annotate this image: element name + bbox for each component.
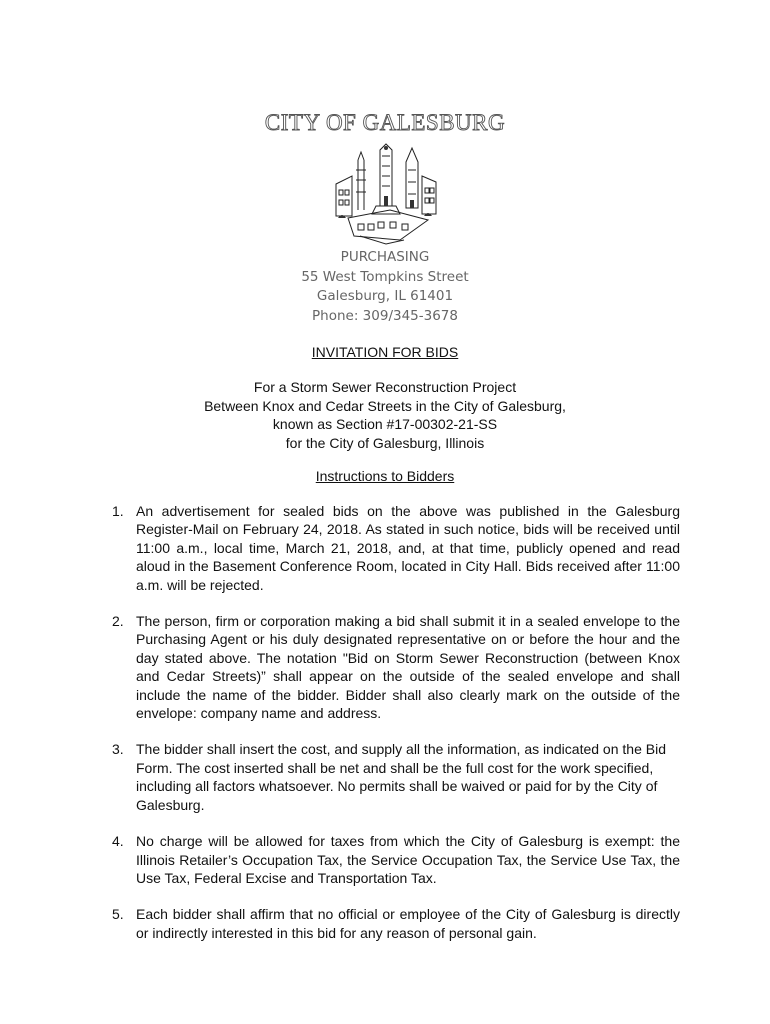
instructions-list bbox=[112, 502, 680, 942]
item-text: No charge will be allowed for taxes from which the City of Galesburg is exempt: the Illinois Retailer’s Occupation Tax, the Service Occupation Tax, the Service Use Tax, the Use Tax, Federal Excise and Transportation Tax. bbox=[136, 833, 680, 886]
phone-number: Phone: 309/345-3678 bbox=[312, 307, 458, 324]
subtitle-line: For a Storm Sewer Reconstruction Project bbox=[253, 379, 517, 395]
item-number: 3. bbox=[112, 741, 124, 758]
item-number: 5. bbox=[112, 906, 124, 923]
project-description bbox=[0, 378, 770, 452]
subtitle-line: known as Section #17-00302-21-SS bbox=[272, 416, 498, 432]
subtitle-line: for the City of Galesburg, Illinois bbox=[285, 434, 485, 451]
item-text: The person, firm or corporation making a bid shall submit it in a sealed envelope to the Purchasing Agent or his duly designated representative on or before the hour and the day stated above. The notation "Bid on Storm Sewer Reconstruction (between Knox and Cedar Streets)” shall appear on the outside of the sealed envelope and shall include the name of the bidder. Bidder shall also clearly mark on the outside of the envelope: company name and address. bbox=[136, 613, 680, 722]
list-item bbox=[112, 740, 680, 814]
department-name: PURCHASING bbox=[340, 249, 430, 265]
subtitle-line: Between Knox and Cedar Streets in the City of Galesburg, bbox=[204, 397, 566, 414]
section-heading-wrap bbox=[0, 468, 770, 484]
street-address: 55 West Tompkins Street bbox=[301, 268, 469, 285]
item-text: Each bidder shall affirm that no official or employee of the City of Galesburg is directly or indirectly interested in this bid for any reason of personal gain. bbox=[136, 906, 680, 941]
item-number: 2. bbox=[112, 613, 124, 630]
document-title: INVITATION FOR BIDS bbox=[311, 344, 459, 360]
document-title-wrap bbox=[0, 344, 770, 360]
list-item bbox=[112, 905, 680, 942]
item-number: 4. bbox=[112, 833, 124, 850]
item-number: 1. bbox=[112, 503, 124, 519]
city-title: CITY OF GALESBURG bbox=[264, 110, 506, 135]
purchasing-address-block bbox=[0, 248, 770, 326]
section-heading: Instructions to Bidders bbox=[315, 468, 455, 484]
city-state-zip: Galesburg, IL 61401 bbox=[316, 288, 454, 304]
city-skyline-logo-icon bbox=[330, 140, 442, 248]
list-item bbox=[112, 502, 680, 594]
item-text: An advertisement for sealed bids on the above was published in the Galesburg Register-Mail on February 24, 2018. As stated in such notice, bids will be received until 11:00 a.m., local time, March 21, 2018, and, at that time, publicly opened and read aloud in the Basement Conference Room, located in City Hall. Bids received after 11:00 a.m. will be rejected. bbox=[136, 503, 680, 593]
item-text: The bidder shall insert the cost, and supply all the information, as indicated on the Bid Form. The cost inserted shall be net and shall be the full cost for the work specified, including all factors whatsoever. No permits shall be waived or paid for by the City of Galesburg. bbox=[136, 741, 666, 813]
list-item bbox=[112, 612, 680, 722]
list-item bbox=[112, 832, 680, 887]
